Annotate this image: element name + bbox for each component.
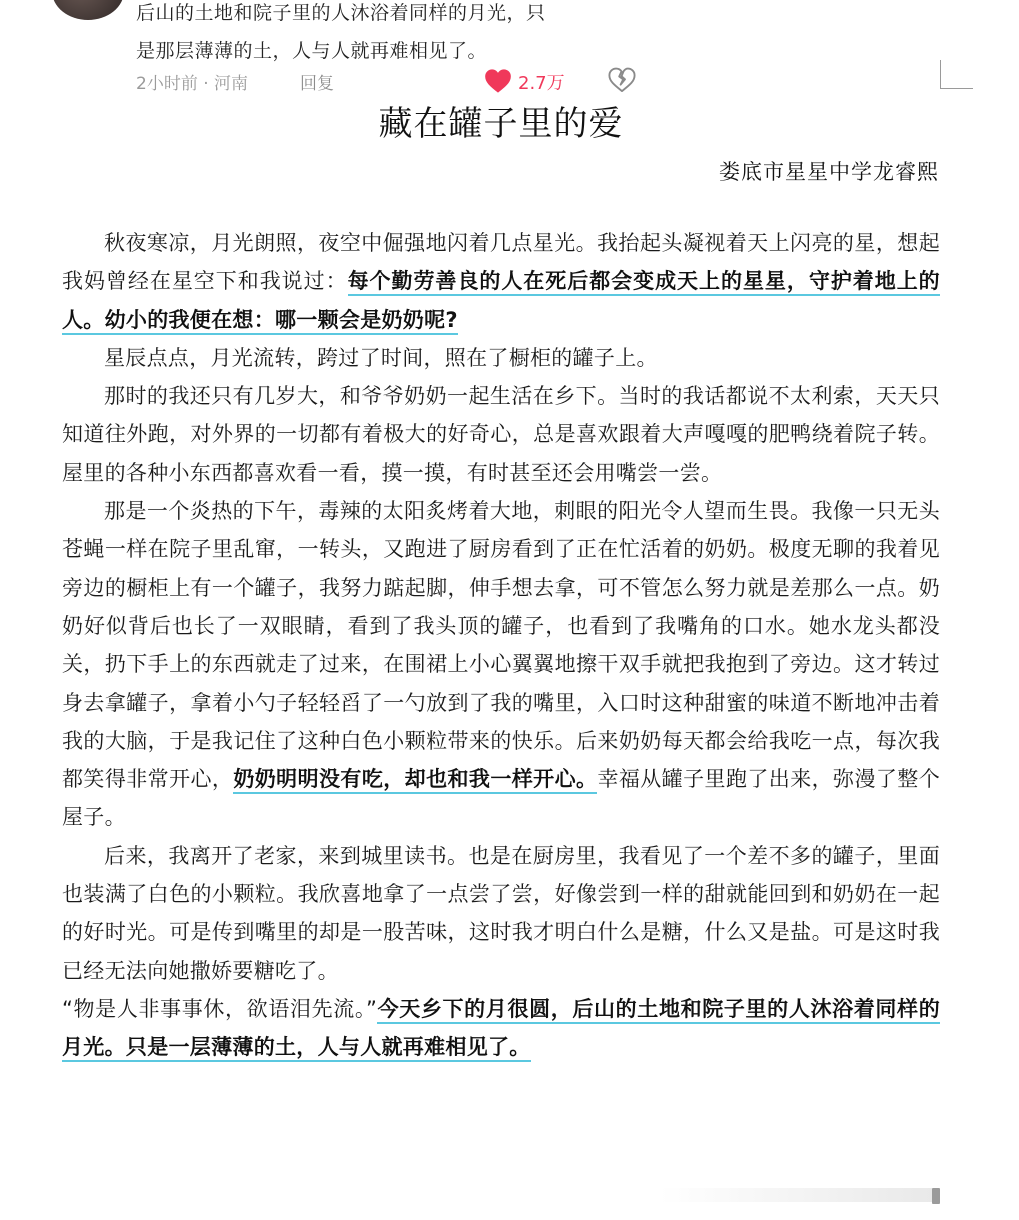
paragraph: 后来，我离开了老家，来到城里读书。也是在厨房里，我看见了一个差不多的罐子，里面也装满了白色的小颗粒。我欣喜地拿了一点尝了尝，好像尝到一样的甜就能回到和奶奶在一起的好时光。可是传到嘴里的却是一股苦味，这时我才明白什么是糖，什么又是盐。可是这时我已经无法向她撒娇要糖吃了。 <box>62 843 940 983</box>
paragraph-text: 那是一个炎热的下午，毒辣的太阳炙烤着大地，刺眼的阳光令人望而生畏。我像一只无头苍蝇一样在院子里乱窜，一转头，又跑进了厨房看到了正在忙活着的奶奶。极度无聊的我着见旁边的橱柜上有一个罐子，我努力踮起脚，伸手想去拿，可不管怎么努力就是差那么一点。奶奶好似背后也长了一双眼睛，看到了我头顶的罐子，也看到了我嘴角的口水。她水龙头都没关，扔下手上的东西就走了过来，在围裙上小心翼翼地擦干双手就把我抱到了旁边。这才转过身去拿罐子，拿着小勺子轻轻舀了一勺放到了我的嘴里，入口时这种甜蜜的味道不断地冲击着我的大脑，于是我记住了这种白色小颗粒带来的快乐。后来奶奶每天都会给我吃一点，每次我都笑得非常开心， <box>62 499 940 792</box>
essay-title: 藏在罐子里的爱 <box>378 104 624 144</box>
quote-text: “物是人非事事休，欲语泪先流。” <box>62 996 378 1021</box>
paragraph <box>62 224 940 339</box>
reply-button[interactable]: 回复 <box>300 74 334 94</box>
comment-text <box>136 0 656 70</box>
comment-text-line: 后山的土地和院子里的人沐浴着同样的月光，只 <box>136 2 546 24</box>
avatar[interactable] <box>52 0 124 20</box>
essay-author: 娄底市星星中学龙睿熙 <box>719 160 939 184</box>
horizontal-scrollbar[interactable] <box>660 1188 932 1202</box>
like-count: 2.7万 <box>518 73 565 94</box>
paragraph-text: 幸福从罐子里跑了出来，弥漫了整个屋子。 <box>62 767 940 830</box>
highlighted-sentence: 奶奶明明没有吃，却也和我一样开心。 <box>233 767 597 794</box>
paragraph <box>62 492 940 837</box>
comment-block <box>0 0 1019 100</box>
paragraph-text: 秋夜寒凉，月光朗照，夜空中倔强地闪着几点星光。我抬起头凝视着天上闪亮的星，想起我妈曾经在星空下和我说过： <box>62 231 940 294</box>
paragraph <box>62 990 940 1067</box>
highlighted-sentence: 今天乡下的月很圆，后山的土地和院子里的人沐浴着同样的月光。只是一层薄薄的土，人与人就再难相见了。 <box>62 997 940 1062</box>
highlighted-sentence: 每个勤劳善良的人在死后都会变成天上的星星，守护着地上的人。幼小的我便在想：哪一颗会是奶奶呢? <box>62 269 940 334</box>
essay-body <box>62 224 940 1067</box>
scrollbar-thumb[interactable] <box>932 1188 940 1204</box>
comment-time-location: 2小时前 · 河南 <box>136 74 249 94</box>
paragraph: 那时的我还只有几岁大，和爷爷奶奶一起生活在乡下。当时的我话都说不太利索，天天只知道往外跑，对外界的一切都有着极大的好奇心，总是喜欢跟着大声嘎嘎的肥鸭绕着院子转。屋里的各种小东西都喜欢看一看，摸一摸，有时甚至还会用嘴尝一尝。 <box>62 384 940 485</box>
comment-text-line: 是那层薄薄的土，人与人就再难相见了。 <box>136 40 488 62</box>
paragraph: 星辰点点，月光流转，跨过了时间，照在了橱柜的罐子上。 <box>104 345 658 370</box>
broken-heart-icon[interactable] <box>608 66 636 94</box>
corner-bracket <box>940 60 973 89</box>
heart-icon <box>484 68 512 94</box>
